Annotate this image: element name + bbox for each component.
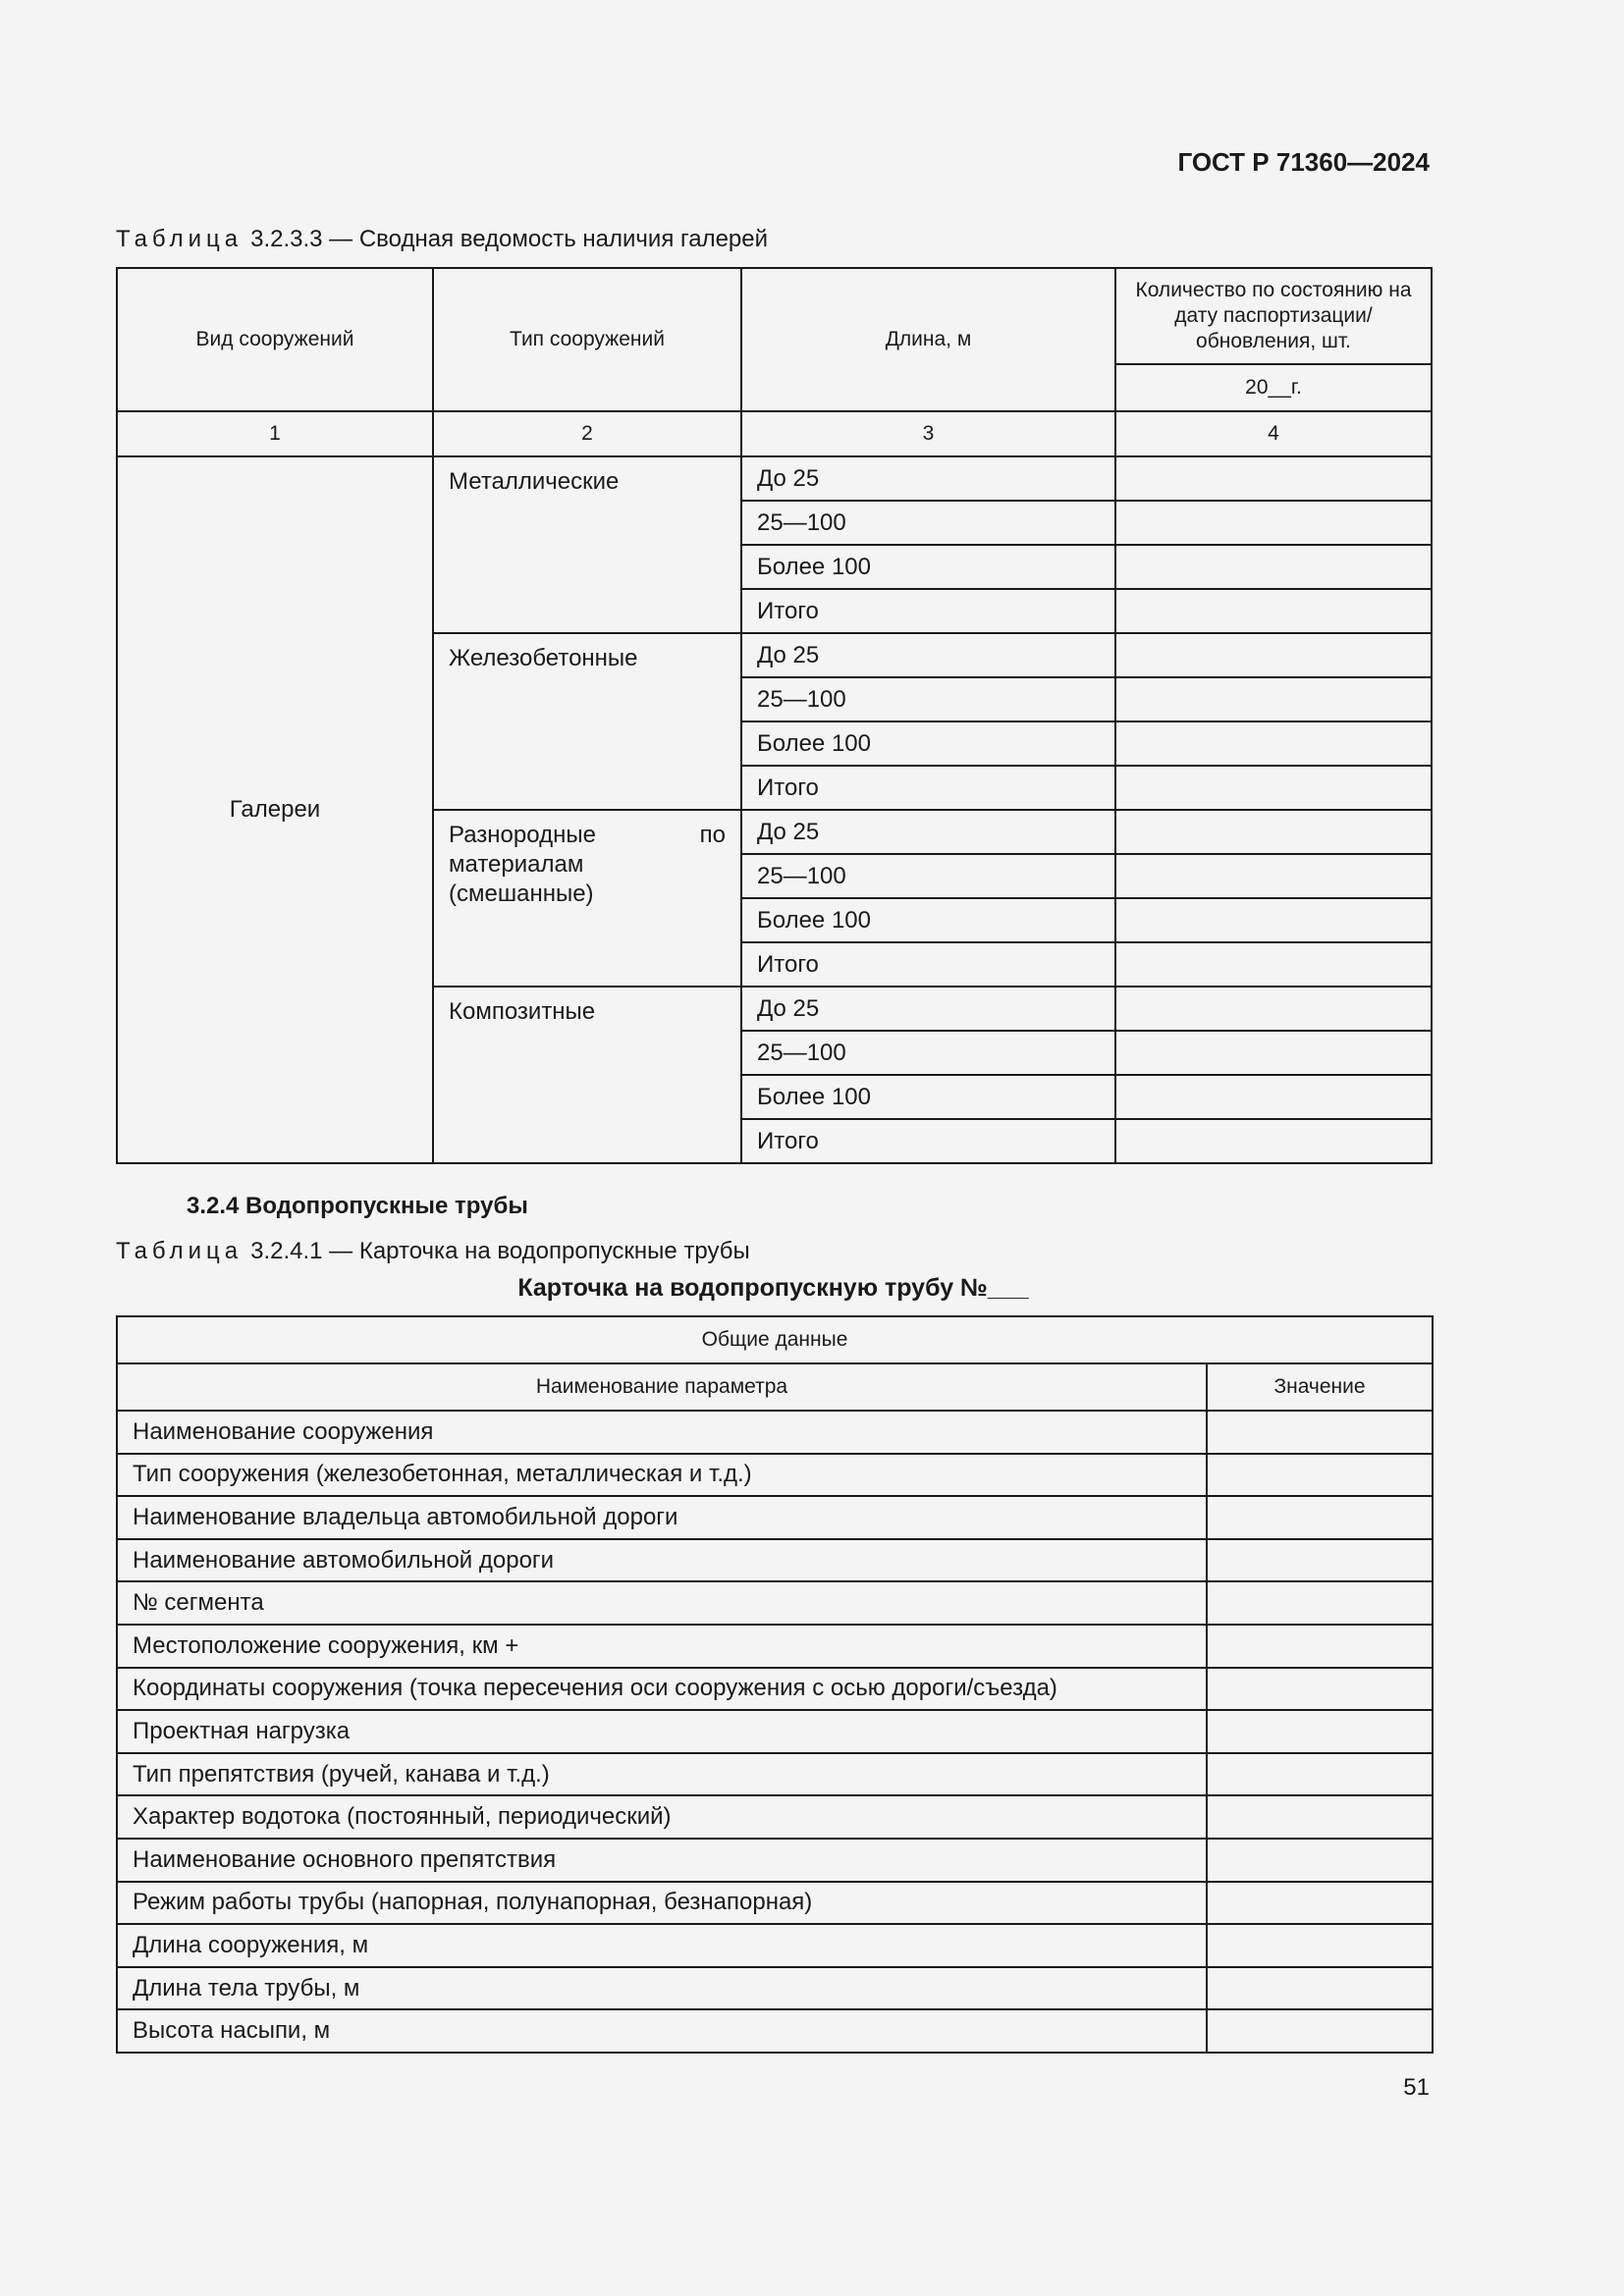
length-range-cell: 25—100 (741, 854, 1115, 898)
header-length: Длина, м (741, 268, 1115, 411)
parameter-value-cell (1207, 1795, 1433, 1839)
parameter-value-cell (1207, 1581, 1433, 1625)
parameter-value-cell (1207, 1882, 1433, 1925)
length-range-cell: 25—100 (741, 501, 1115, 545)
parameter-value-cell (1207, 1625, 1433, 1668)
table-row (117, 456, 1432, 501)
parameter-value-cell (1207, 1496, 1433, 1539)
table2-caption-text: 3.2.4.1 — Карточка на водопропускные трубы (250, 1238, 750, 1264)
table1-caption (116, 226, 768, 253)
quantity-cell (1115, 501, 1432, 545)
culvert-card-table (116, 1315, 1434, 2054)
quantity-cell (1115, 1075, 1432, 1119)
parameter-name-cell: Проектная нагрузка (117, 1710, 1207, 1753)
length-range-cell: До 25 (741, 456, 1115, 501)
parameter-value-cell (1207, 2009, 1433, 2053)
length-range-cell: 25—100 (741, 677, 1115, 721)
table-row (117, 1625, 1433, 1668)
structure-kind-cell: Галереи (117, 456, 433, 1163)
table-row (117, 1411, 1433, 1454)
parameter-name-cell: № сегмента (117, 1581, 1207, 1625)
quantity-cell (1115, 545, 1432, 589)
table2-caption-word: Таблица (116, 1238, 244, 1264)
quantity-cell (1115, 942, 1432, 987)
quantity-cell (1115, 1119, 1432, 1163)
parameter-value-cell (1207, 1967, 1433, 2010)
structure-type-cell: Металлические (433, 456, 741, 633)
length-range-cell: Итого (741, 766, 1115, 810)
quantity-cell (1115, 810, 1432, 854)
parameter-value-cell (1207, 1710, 1433, 1753)
header-quantity: Количество по состоянию на дату паспортизации/ обновления, шт. (1115, 268, 1432, 364)
parameter-name-cell: Тип сооружения (железобетонная, металлическая и т.д.) (117, 1454, 1207, 1497)
value-column-header: Значение (1207, 1363, 1433, 1411)
parameter-value-cell (1207, 1454, 1433, 1497)
length-range-cell: Итого (741, 942, 1115, 987)
quantity-cell (1115, 677, 1432, 721)
column-number-3: 3 (741, 411, 1115, 456)
length-range-cell: Более 100 (741, 545, 1115, 589)
table-row (117, 1839, 1433, 1882)
table-row (117, 1496, 1433, 1539)
length-range-cell: До 25 (741, 810, 1115, 854)
general-data-header: Общие данные (117, 1316, 1433, 1363)
document-code: ГОСТ Р 71360—2024 (1177, 147, 1430, 177)
parameter-value-cell (1207, 1411, 1433, 1454)
quantity-cell (1115, 854, 1432, 898)
parameter-value-cell (1207, 1839, 1433, 1882)
length-range-cell: Итого (741, 589, 1115, 633)
quantity-cell (1115, 633, 1432, 677)
table-row (117, 1967, 1433, 2010)
table2-caption (116, 1238, 750, 1265)
column-number-2: 2 (433, 411, 741, 456)
quantity-cell (1115, 589, 1432, 633)
parameter-value-cell (1207, 1668, 1433, 1711)
table-row (117, 2009, 1433, 2053)
table-row (117, 1753, 1433, 1796)
parameter-name-cell: Координаты сооружения (точка пересечения оси сооружения с осью дороги/съезда) (117, 1668, 1207, 1711)
length-range-cell: Итого (741, 1119, 1115, 1163)
length-range-cell: 25—100 (741, 1031, 1115, 1075)
table-row (117, 1795, 1433, 1839)
quantity-cell (1115, 1031, 1432, 1075)
card-title: Карточка на водопропускную трубу №___ (517, 1274, 1029, 1302)
table-row (117, 1454, 1433, 1497)
header-type: Тип сооружений (433, 268, 741, 411)
parameter-name-cell: Длина тела трубы, м (117, 1967, 1207, 2010)
table-row (117, 1539, 1433, 1582)
column-number-1: 1 (117, 411, 433, 456)
param-column-header: Наименование параметра (117, 1363, 1207, 1411)
table-row (117, 1924, 1433, 1967)
parameter-name-cell: Высота насыпи, м (117, 2009, 1207, 2053)
table1-caption-text: 3.2.3.3 — Сводная ведомость наличия галерей (250, 226, 769, 252)
galleries-summary-table (116, 267, 1433, 1164)
section-heading: 3.2.4 Водопропускные трубы (187, 1193, 528, 1219)
table-row (117, 1581, 1433, 1625)
header-kind: Вид сооружений (117, 268, 433, 411)
column-number-4: 4 (1115, 411, 1432, 456)
quantity-cell (1115, 456, 1432, 501)
length-range-cell: До 25 (741, 633, 1115, 677)
table-row (117, 1710, 1433, 1753)
parameter-name-cell: Длина сооружения, м (117, 1924, 1207, 1967)
parameter-name-cell: Наименование автомобильной дороги (117, 1539, 1207, 1582)
header-year: 20__г. (1115, 364, 1432, 411)
parameter-name-cell: Наименование основного препятствия (117, 1839, 1207, 1882)
parameter-name-cell: Местоположение сооружения, км + (117, 1625, 1207, 1668)
length-range-cell: Более 100 (741, 1075, 1115, 1119)
table-row (117, 1668, 1433, 1711)
parameter-name-cell: Наименование сооружения (117, 1411, 1207, 1454)
parameter-value-cell (1207, 1539, 1433, 1582)
quantity-cell (1115, 987, 1432, 1031)
length-range-cell: До 25 (741, 987, 1115, 1031)
quantity-cell (1115, 898, 1432, 942)
parameter-value-cell (1207, 1924, 1433, 1967)
structure-type-cell: Разнородные по материалам (смешанные) (433, 810, 741, 987)
length-range-cell: Более 100 (741, 898, 1115, 942)
parameter-name-cell: Характер водотока (постоянный, периодический) (117, 1795, 1207, 1839)
quantity-cell (1115, 721, 1432, 766)
table1-caption-word: Таблица (116, 226, 244, 252)
parameter-name-cell: Режим работы трубы (напорная, полунапорная, безнапорная) (117, 1882, 1207, 1925)
parameter-name-cell: Тип препятствия (ручей, канава и т.д.) (117, 1753, 1207, 1796)
length-range-cell: Более 100 (741, 721, 1115, 766)
quantity-cell (1115, 766, 1432, 810)
table-row (117, 1882, 1433, 1925)
parameter-value-cell (1207, 1753, 1433, 1796)
structure-type-cell: Композитные (433, 987, 741, 1163)
parameter-name-cell: Наименование владельца автомобильной дороги (117, 1496, 1207, 1539)
page-number: 51 (1403, 2074, 1430, 2101)
structure-type-cell: Железобетонные (433, 633, 741, 810)
